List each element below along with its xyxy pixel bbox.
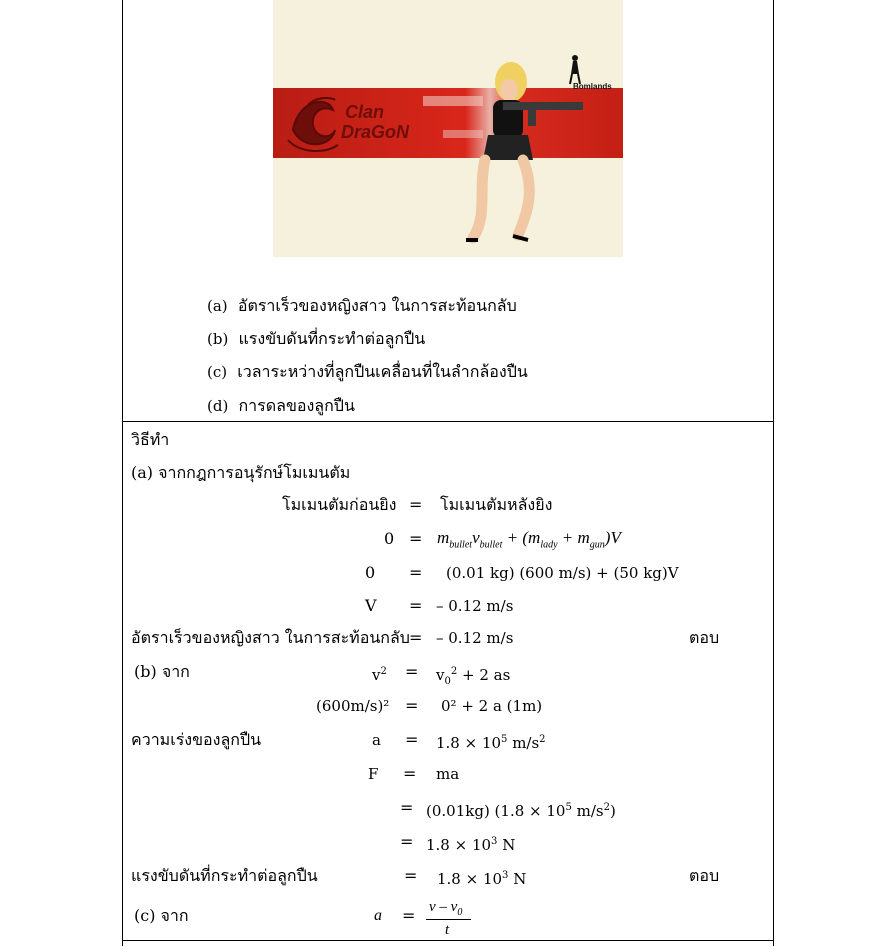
- question-text: อัตราเร็วของหญิงสาว ในการสะท้อนกลับ: [237, 296, 517, 315]
- table-left-border: [122, 0, 123, 946]
- b-line4-left: F: [368, 765, 379, 783]
- equals-sign: =: [409, 495, 423, 514]
- part-a-intro: (a) จากกฎการอนุรักษ์โมเมนตัม: [131, 463, 351, 482]
- logo-line1: Clan: [345, 102, 385, 122]
- equals-sign: =: [400, 832, 414, 851]
- b-line3-label: ความเร่งของลูกปืน: [131, 730, 262, 749]
- a-line2-left: 0: [384, 529, 395, 548]
- question-letter: (a): [207, 297, 228, 315]
- b-answer-label: แรงขับดันที่กระทำต่อลูกปืน: [131, 866, 318, 885]
- a-answer-value: – 0.12 m/s: [436, 629, 514, 647]
- b-line4-right: ma: [436, 765, 460, 783]
- b-line5-right: (0.01kg) ($1.8 \times 10^5$ $m/s^2$): [426, 802, 616, 820]
- equals-sign: =: [403, 764, 417, 783]
- b-line6-right: $1.8 \times 10^3$ N: [426, 836, 516, 854]
- equals-sign: =: [405, 662, 419, 681]
- a-line1-left: โมเมนตัมก่อนยิง: [282, 495, 397, 514]
- b-answer-value: $1.8 \times 10^3$ N: [437, 870, 527, 888]
- a-answer-label: อัตราเร็วของหญิงสาว ในการสะท้อนกลับ: [131, 628, 410, 647]
- c-fraction-numerator: v – $v_0$: [429, 899, 463, 918]
- b-line3-right: $1.8 \times 10^5$ $m/s^2$: [436, 734, 546, 752]
- equals-sign: =: [405, 730, 419, 749]
- banner-illustration: [273, 0, 623, 257]
- a-line3-right: (0.01 kg) (600 m/s) + (50 kg)V: [446, 564, 679, 582]
- equals-sign: =: [409, 596, 423, 615]
- logo-line2: DraGoN: [341, 122, 410, 142]
- question-text: แรงขับดันที่กระทำต่อลูกปืน: [238, 329, 426, 348]
- question-letter: (b): [207, 330, 229, 348]
- a-line4-left: V: [365, 596, 377, 615]
- b-line2-left: (600m/s)²: [316, 697, 390, 715]
- question-b: [207, 329, 425, 349]
- b-line1-left: $v^2$: [372, 666, 387, 684]
- question-text: การดลของลูกปืน: [238, 396, 355, 415]
- equals-sign: =: [404, 866, 418, 885]
- c-equation-left: a: [374, 907, 382, 924]
- table-row-divider: [122, 421, 774, 422]
- banner-tag: Bomlands: [573, 82, 612, 91]
- equals-sign: =: [409, 563, 423, 582]
- equals-sign: =: [409, 529, 423, 548]
- a-line1-right: โมเมนตัมหลังยิง: [440, 495, 553, 514]
- question-letter: (c): [207, 363, 228, 381]
- question-text: เวลาระหว่างที่ลูกปืนเคลื่อนที่ในลำกล้องปืน: [237, 362, 528, 381]
- b-line3-left: a: [372, 731, 381, 749]
- c-fraction-denominator: t: [445, 922, 450, 938]
- a-answer-word: ตอบ: [689, 628, 720, 647]
- a-line3-left: 0: [365, 563, 376, 582]
- b-line2-right: 0² + 2 a (1m): [441, 697, 543, 715]
- question-c: [207, 362, 528, 382]
- equals-sign: =: [409, 628, 423, 647]
- table-right-border: [773, 0, 774, 946]
- equals-sign: =: [400, 798, 414, 817]
- a-line4-right: – 0.12 m/s: [436, 597, 514, 615]
- part-b-intro: (b) จาก: [134, 662, 190, 681]
- b-answer-word: ตอบ: [689, 866, 720, 885]
- b-line1-right: $v_0^2 + 2$ as: [436, 666, 511, 687]
- solution-heading: วิธีทำ: [131, 430, 170, 449]
- equals-sign: =: [405, 696, 419, 715]
- question-letter: (d): [207, 397, 229, 415]
- clan-dragon-banner: [273, 0, 623, 257]
- momentum-equation: $m_{bullet}v_{bullet} + (m_{lady} + m_{gun})V$: [437, 528, 621, 551]
- question-d: [207, 396, 355, 416]
- equals-sign: =: [402, 906, 416, 925]
- question-a: [207, 296, 517, 316]
- part-c-intro: (c) จาก: [134, 906, 189, 925]
- table-bottom-border: [122, 940, 774, 941]
